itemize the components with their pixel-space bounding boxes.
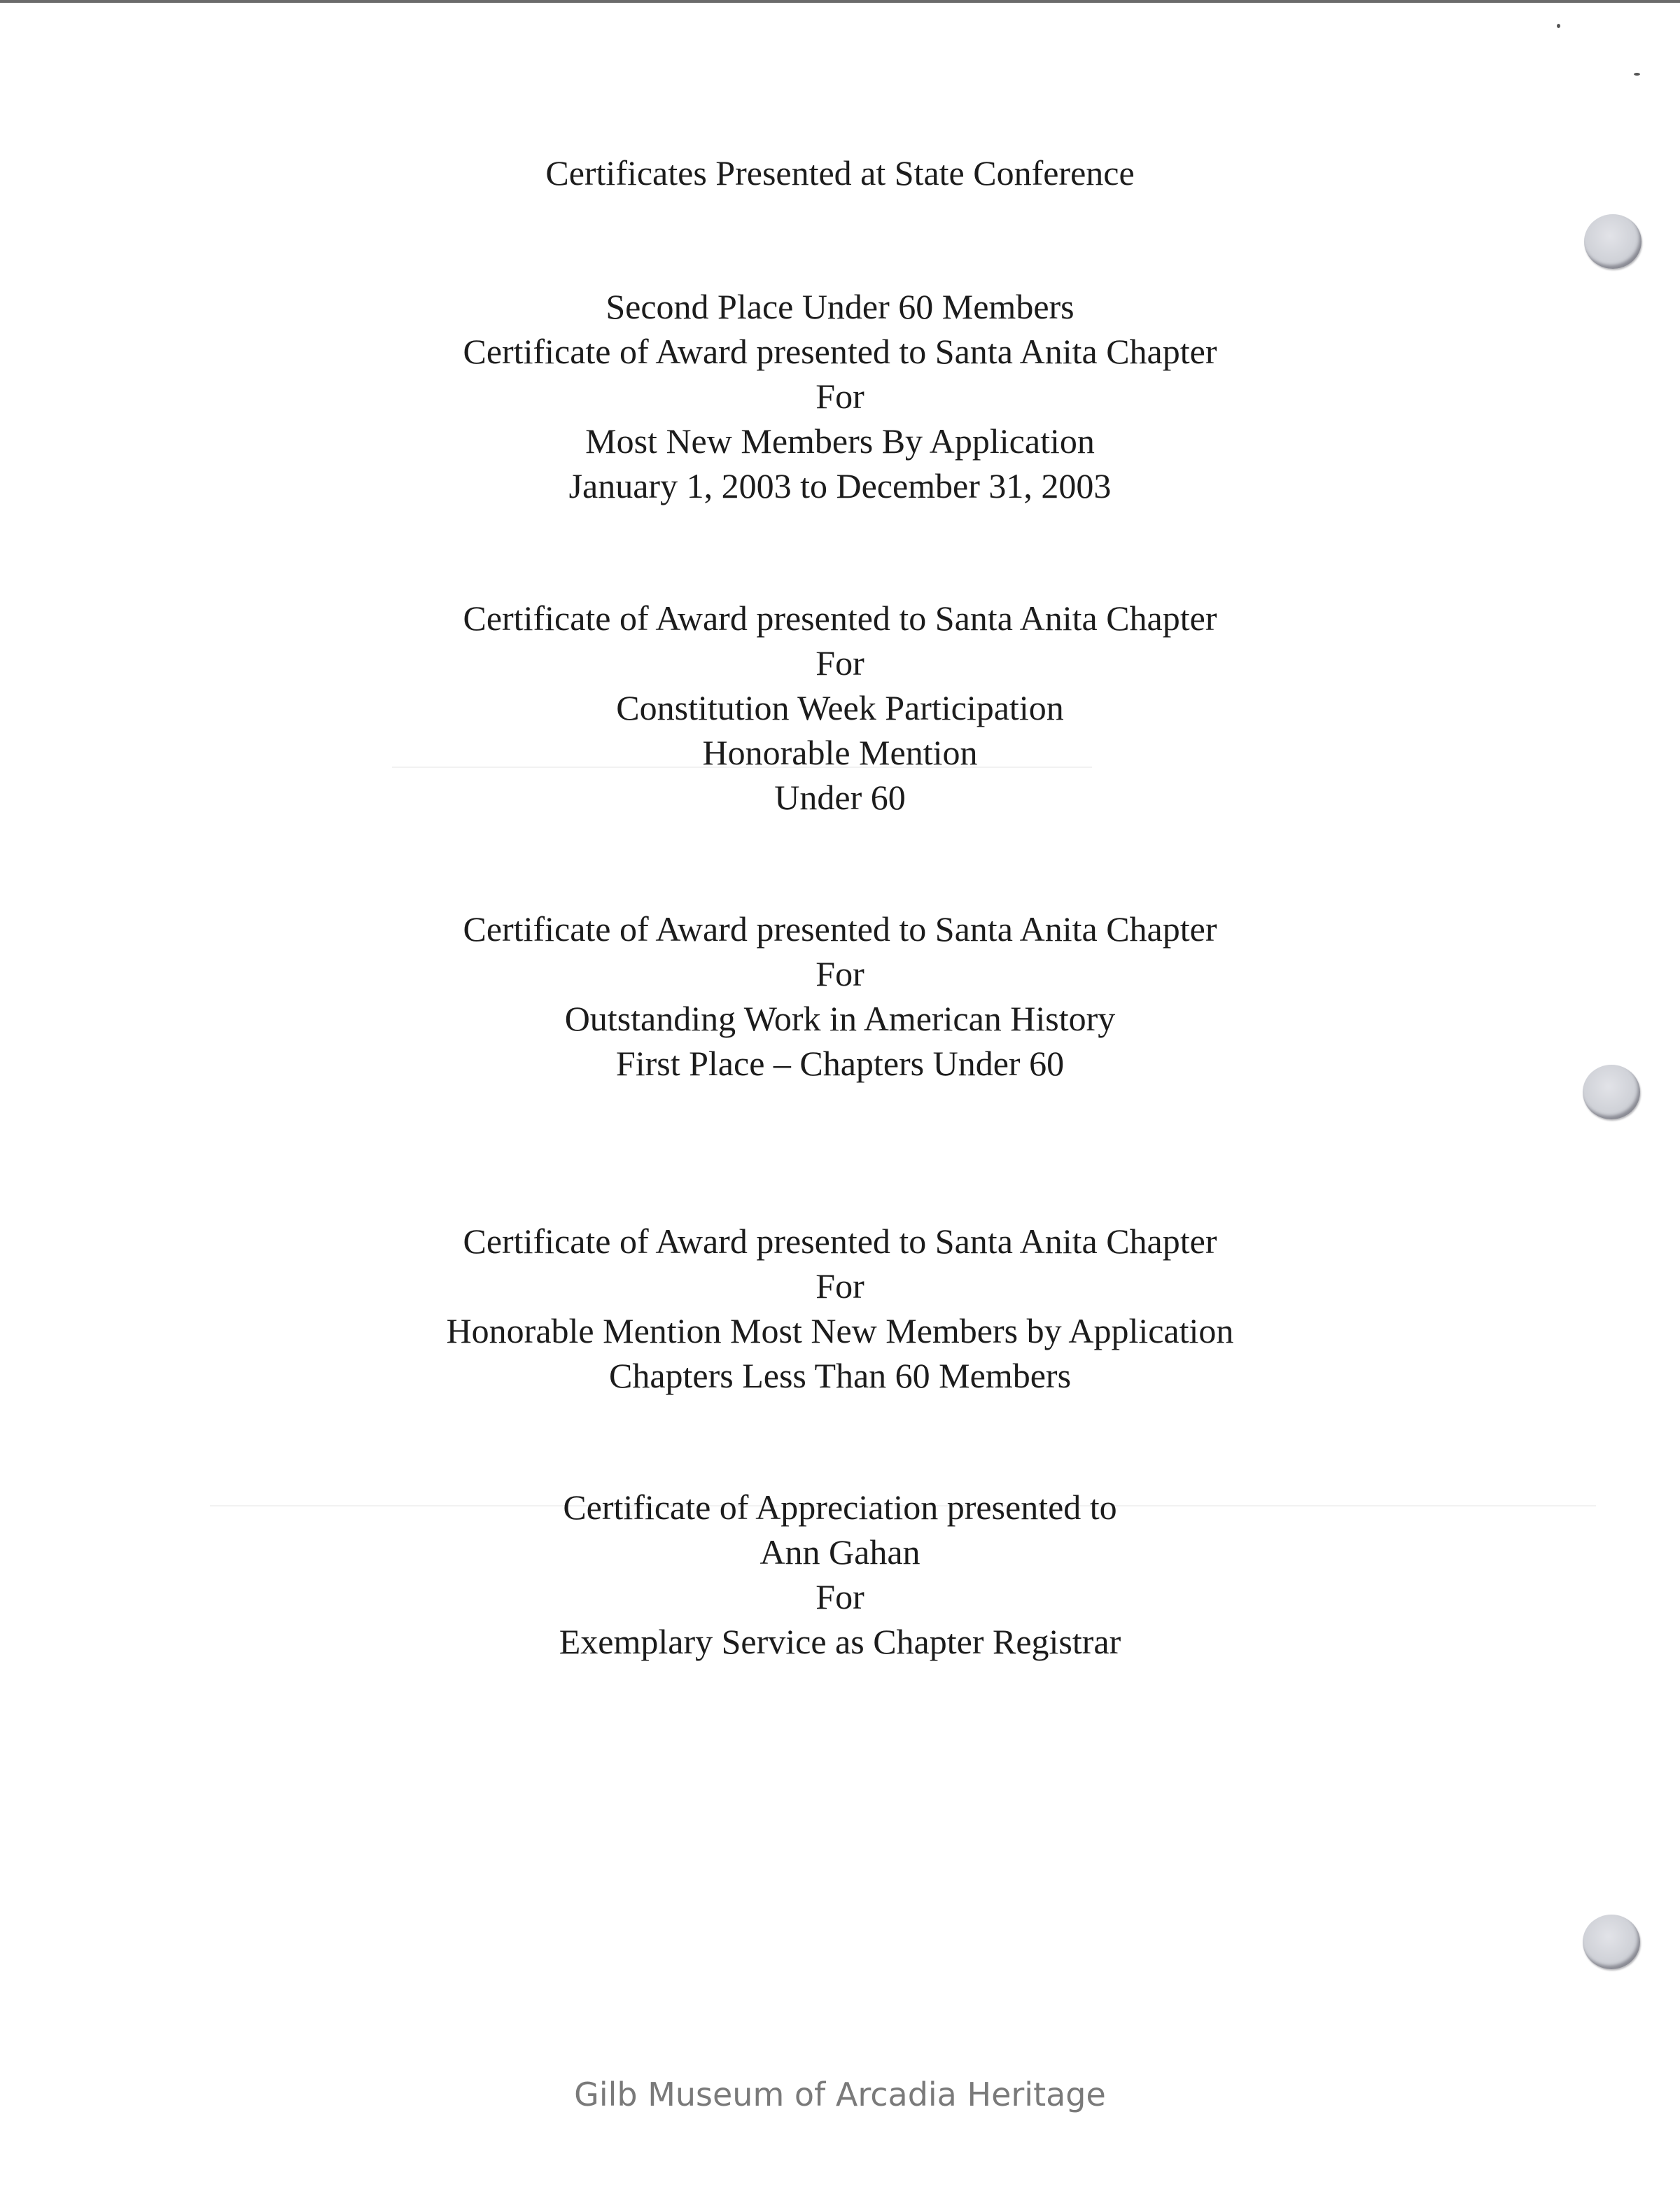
binder-punch-hole: [1583, 1065, 1640, 1119]
award-line: Certificate of Award presented to Santa Anita Chapter: [463, 332, 1217, 371]
recipient-name: Ann Gahan: [760, 1532, 920, 1572]
award-line: For: [816, 1266, 864, 1306]
award-line: Certificate of Award presented to Santa Anita Chapter: [463, 909, 1217, 949]
award-block-2: [0, 596, 1680, 820]
award-block-3: [0, 907, 1680, 1086]
appreciation-block: [0, 1485, 1680, 1664]
museum-watermark: Gilb Museum of Arcadia Heritage: [574, 2076, 1106, 2113]
page-title: Certificates Presented at State Conference: [545, 153, 1135, 193]
award-line: Chapters Less Than 60 Members: [608, 1356, 1072, 1395]
binder-punch-hole: [1583, 1915, 1640, 1969]
award-line: Constitution Week Participation: [616, 688, 1064, 727]
award-line: Certificate of Award presented to Santa Anita Chapter: [463, 1222, 1217, 1261]
award-block-4: [0, 1219, 1680, 1398]
award-line: Honorable Mention Most New Members by Application: [446, 1311, 1234, 1350]
award-line: Certificate of Award presented to Santa Anita Chapter: [463, 599, 1217, 638]
award-block-1: [0, 284, 1680, 508]
award-line: January 1, 2003 to December 31, 2003: [568, 466, 1112, 505]
award-line: Outstanding Work in American History: [564, 999, 1116, 1038]
scan-speck: [1557, 24, 1560, 28]
award-line: For: [816, 643, 864, 683]
award-line: Under 60: [774, 778, 906, 817]
award-line: First Place – Chapters Under 60: [615, 1044, 1065, 1083]
scan-speck: [1634, 73, 1640, 76]
page-top-edge: [0, 0, 1680, 3]
award-line: Certificate of Appreciation presented to: [563, 1488, 1117, 1527]
award-line: For: [816, 377, 864, 416]
award-line: Honorable Mention: [702, 733, 978, 772]
award-line: Second Place Under 60 Members: [606, 287, 1074, 326]
binder-punch-hole: [1584, 214, 1642, 269]
award-line: For: [816, 954, 864, 993]
award-line: Exemplary Service as Chapter Registrar: [559, 1622, 1121, 1661]
award-line: Most New Members By Application: [585, 421, 1095, 461]
award-line: For: [816, 1577, 864, 1616]
